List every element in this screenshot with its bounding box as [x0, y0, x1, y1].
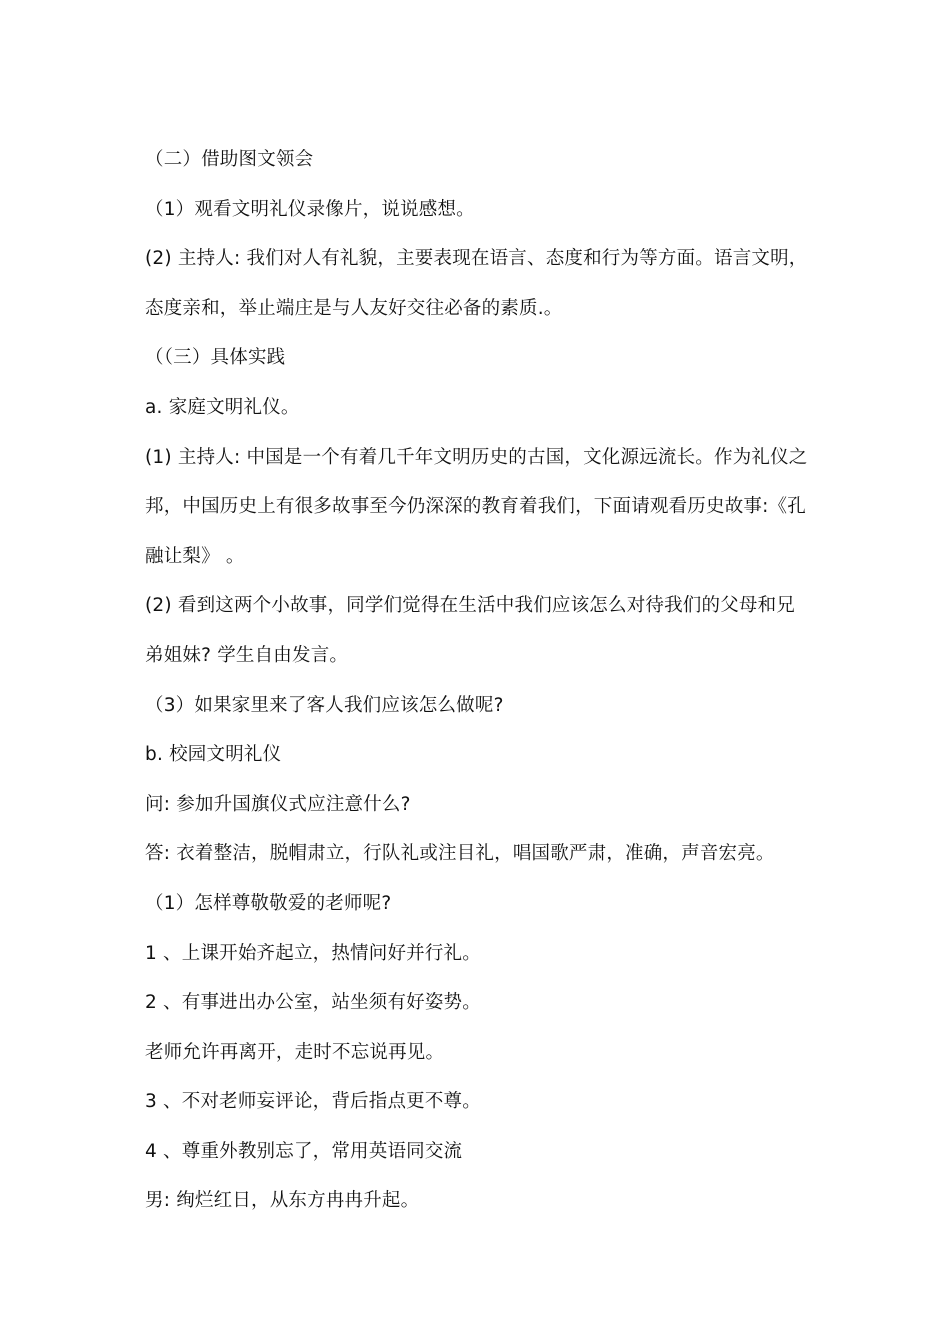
list-item: 1 、上课开始齐起立，热情问好并行礼。 [145, 942, 481, 964]
list-item: 2 、有事进出办公室，站坐须有好姿势。 [145, 992, 481, 1014]
paragraph-line: （3）如果家里来了客人我们应该怎么做呢? [145, 694, 504, 716]
paragraph-line: 老师允许再离开，走时不忘说再见。 [145, 1041, 445, 1063]
subsection-heading: b. 校园文明礼仪 [145, 744, 282, 766]
paragraph-line: （1）怎样尊敬敬爱的老师呢? [145, 892, 392, 914]
list-item: 4 、尊重外教别忘了，常用英语同交流 [145, 1140, 463, 1162]
paragraph-line: (2) 看到这两个小故事，同学们觉得在生活中我们应该怎么对待我们的父母和兄 [145, 595, 795, 617]
subsection-heading: a. 家庭文明礼仪。 [145, 396, 300, 418]
paragraph-line: 男: 绚烂红日，从东方冉冉升起。 [145, 1190, 420, 1212]
paragraph-line: 态度亲和，举止端庄是与人友好交往必备的素质.。 [145, 297, 563, 319]
document-body [145, 135, 815, 1226]
paragraph-line: (1) 主持人: 中国是一个有着几千年文明历史的古国，文化源远流长。作为礼仪之 [145, 446, 808, 468]
paragraph-line: 邦，中国历史上有很多故事至今仍深深的教育着我们，下面请观看历史故事:《孔 [145, 496, 806, 518]
paragraph-line: 融让梨》 。 [145, 545, 245, 567]
question-line: 问: 参加升国旗仪式应注意什么? [145, 793, 411, 815]
list-item: 3 、不对老师妄评论，背后指点更不尊。 [145, 1091, 481, 1113]
paragraph-line: （1）观看文明礼仪录像片，说说感想。 [145, 198, 475, 220]
paragraph-line: (2) 主持人: 我们对人有礼貌，主要表现在语言、态度和行为等方面。语言文明， [145, 248, 808, 270]
answer-line: 答: 衣着整洁，脱帽肃立，行队礼或注目礼，唱国歌严肃，准确，声音宏亮。 [145, 843, 775, 865]
paragraph-line: 弟姐妹? 学生自由发言。 [145, 644, 349, 666]
section-heading: （二）借助图文领会 [145, 149, 314, 170]
section-heading: （（三）具体实践 [145, 347, 286, 369]
